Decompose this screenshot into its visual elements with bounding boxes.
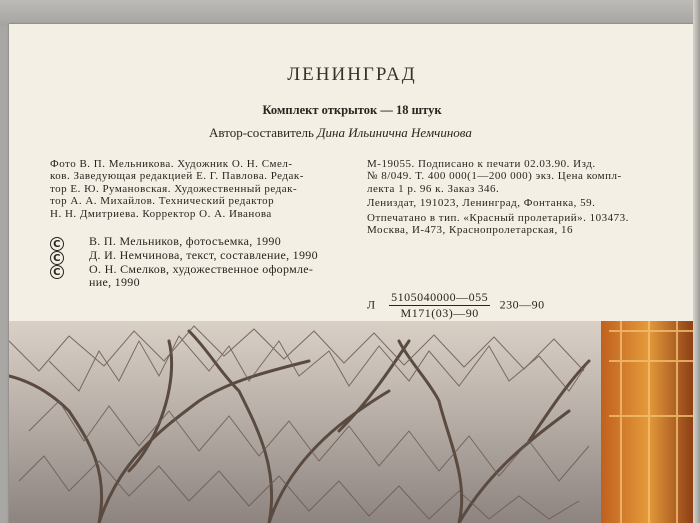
compiler-line [209,125,472,141]
credits-block [50,158,304,220]
copyright-icon: C [50,237,64,251]
pub-code-numerator: 5105040000—055 [391,290,489,304]
card-edge [693,0,700,523]
pub-code-denominator: М171(03)—90 [400,306,479,320]
pub-code-fraction [389,290,490,321]
credits-line: тор Е. Ю. Румановская. Художественный редак- [50,182,298,195]
cover-photo [9,321,695,523]
postcard-set-cover [9,24,695,523]
page-title: ЛЕНИНГРАД [287,64,417,85]
copyright-text: В. П. Мельников, фотосъемка, 1990 [89,234,282,248]
compiler-prefix: Автор-составитель [209,125,314,140]
credits-line: тор А. А. Михайлов. Технический редактор [50,195,275,208]
compiler-name: Дина Ильинична Немчинова [317,125,472,140]
background-strip [0,0,700,26]
copyright-line [50,262,314,289]
printer-line: Отпечатано в тип. «Красный пролетарий». 103473. [367,211,629,224]
copyright-text: О. Н. Смелков, художественное оформле- [89,262,314,276]
credits-line: Н. Н. Дмитриева. Корректор О. А. Иванова [50,207,272,220]
imprint-line: лекта 1 р. 96 к. Заказ 346. [367,182,500,195]
credits-line: ков. Заведующая редакцией Е. Г. Павлова. Редак- [50,170,304,183]
pub-code-prefix: Л [367,297,376,312]
credits-line: Фото В. П. Мельникова. Художник О. Н. Смел- [50,158,293,170]
copyright-icon: C [50,251,64,265]
copyright-text-continued: ние, 1990 [89,275,140,289]
imprint-line: № 8/049. Т. 400 000(1—200 000) экз. Цена компл- [367,170,622,183]
copyright-icon: C [50,265,64,279]
printer-line: Москва, И-473, Краснопролетарская, 16 [367,224,573,237]
copyright-text: Д. И. Немчинова, текст, составление, 1990 [89,248,318,262]
imprint-line: М-19055. Подписано к печати 02.03.90. Изд. [367,158,596,170]
imprint-block [367,158,629,236]
tree-branches-illustration [9,321,695,523]
set-subtitle: Комплект открыток — 18 штук [262,103,442,117]
publication-code [367,290,545,321]
pub-code-suffix: 230—90 [499,297,545,312]
publisher-line: Лениздат, 191023, Ленинград, Фонтанка, 59. [367,197,596,210]
